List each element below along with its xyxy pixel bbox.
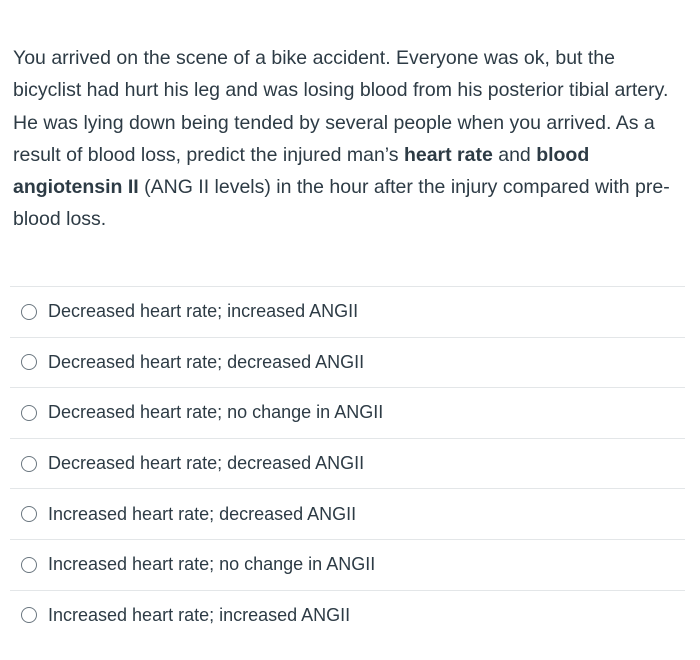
answer-label: Decreased heart rate; decreased ANGII [48, 351, 365, 372]
radio-button[interactable] [21, 456, 37, 472]
answer-option-1[interactable] [10, 286, 685, 337]
question-text-part1: You arrived on the scene of a bike accident. Everyone was ok, but the bicyclist had hurt his leg and was losing blood from his posterior tibial artery. He was lying down being tended by several people when you arrived. As a result of blood loss, predict the injured man’s [13, 47, 669, 166]
answer-label: Decreased heart rate; no change in ANGII [48, 402, 384, 423]
question-emphasis-heart-rate: heart rate [403, 143, 493, 166]
answer-option-2[interactable] [10, 337, 685, 388]
question-text-part3: (ANG II levels) in the hour after the injury compared with pre- blood loss. [13, 176, 670, 231]
question-emphasis-angiotensin: blood angiotensin II [13, 143, 590, 199]
answer-label: Increased heart rate; no change in ANGII [48, 554, 376, 575]
answer-option-5[interactable] [10, 488, 685, 539]
radio-button[interactable] [21, 557, 37, 573]
answer-option-7[interactable] [10, 590, 685, 641]
radio-button[interactable] [21, 354, 37, 370]
radio-button[interactable] [21, 607, 37, 623]
radio-button[interactable] [21, 405, 37, 421]
question-text-part2: and [492, 143, 537, 166]
answer-label: Increased heart rate; decreased ANGII [48, 503, 357, 524]
question-text [13, 42, 685, 236]
answer-option-6[interactable] [10, 539, 685, 590]
answer-list [10, 286, 685, 640]
answer-label: Decreased heart rate; decreased ANGII [48, 453, 365, 474]
answer-label: Decreased heart rate; increased ANGII [48, 301, 359, 322]
radio-button[interactable] [21, 506, 37, 522]
answer-label: Increased heart rate; increased ANGII [48, 604, 351, 625]
answer-option-3[interactable] [10, 387, 685, 438]
answer-option-4[interactable] [10, 438, 685, 489]
radio-button[interactable] [21, 304, 37, 320]
